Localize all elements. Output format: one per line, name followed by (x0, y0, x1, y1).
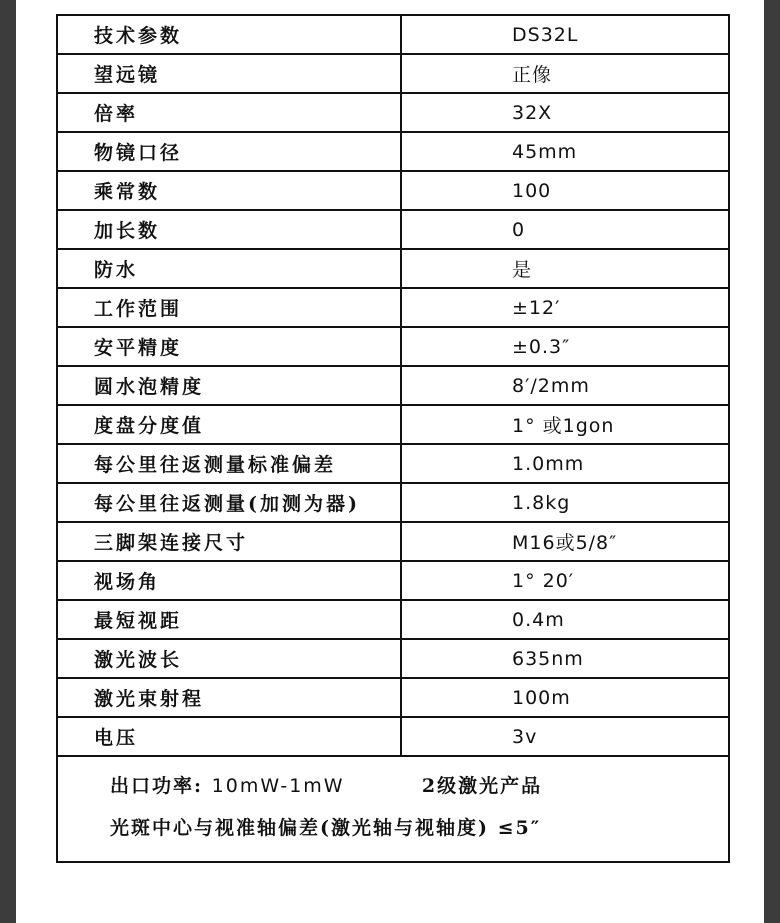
spec-value: 1.0mm (401, 444, 729, 483)
spec-value: M16或5/8″ (401, 522, 729, 561)
spec-value: 3v (401, 717, 729, 756)
spec-label: 工作范围 (57, 288, 401, 327)
spec-label: 三脚架连接尺寸 (57, 522, 401, 561)
spec-row (57, 483, 729, 522)
spec-row (57, 249, 729, 288)
spec-label: 安平精度 (57, 327, 401, 366)
spec-value: 100m (401, 678, 729, 717)
spec-row (57, 366, 729, 405)
spec-label: 圆水泡精度 (57, 366, 401, 405)
spec-value: ±12′ (401, 288, 729, 327)
spec-row (57, 210, 729, 249)
spec-row (57, 171, 729, 210)
spec-value: 1.8kg (401, 483, 729, 522)
spec-row (57, 678, 729, 717)
spec-value: ±0.3″ (401, 327, 729, 366)
spec-table (56, 14, 730, 757)
spec-label: 加长数 (57, 210, 401, 249)
spec-label: 激光束射程 (57, 678, 401, 717)
spec-table-body (57, 15, 729, 756)
output-power-line (110, 771, 542, 798)
spec-label: 激光波长 (57, 639, 401, 678)
spec-label: 每公里往返测量(加测为器) (57, 483, 401, 522)
spec-row (57, 600, 729, 639)
spec-row (57, 561, 729, 600)
spec-row (57, 132, 729, 171)
output-power-label: 出口功率: (110, 775, 204, 797)
laser-class: 2级激光产品 (421, 775, 543, 797)
spec-value: 635nm (401, 639, 729, 678)
spec-row (57, 15, 729, 54)
spec-row (57, 639, 729, 678)
spec-label: 乘常数 (57, 171, 401, 210)
spec-row (57, 522, 729, 561)
spec-label: 每公里往返测量标准偏差 (57, 444, 401, 483)
spec-value: 100 (401, 171, 729, 210)
spec-label: 技术参数 (57, 15, 401, 54)
left-border-bar (0, 0, 16, 923)
spec-value: 是 (401, 249, 729, 288)
spec-value: 正像 (401, 54, 729, 93)
spec-label: 度盘分度值 (57, 405, 401, 444)
spec-row (57, 405, 729, 444)
output-power-value: 10mW-1mW (211, 775, 345, 797)
spec-row (57, 93, 729, 132)
spec-row (57, 444, 729, 483)
right-border-bar (764, 0, 780, 923)
spec-value: 45mm (401, 132, 729, 171)
spec-value: 8′/2mm (401, 366, 729, 405)
spec-row (57, 327, 729, 366)
spec-value: 0 (401, 210, 729, 249)
spec-row (57, 288, 729, 327)
spec-value: DS32L (401, 15, 729, 54)
spec-value: 32X (401, 93, 729, 132)
spot-deviation-line: 光斑中心与视准轴偏差(激光轴与视轴度) ≤5″ (110, 817, 542, 839)
spec-label: 望远镜 (57, 54, 401, 93)
spec-value: 1° 或1gon (401, 405, 729, 444)
spec-label: 电压 (57, 717, 401, 756)
spec-value: 1° 20′ (401, 561, 729, 600)
spec-label: 视场角 (57, 561, 401, 600)
spec-value: 0.4m (401, 600, 729, 639)
spec-label: 倍率 (57, 93, 401, 132)
spec-label: 物镜口径 (57, 132, 401, 171)
spec-label: 防水 (57, 249, 401, 288)
spec-row (57, 54, 729, 93)
spec-label: 最短视距 (57, 600, 401, 639)
footer-notes (56, 749, 730, 863)
